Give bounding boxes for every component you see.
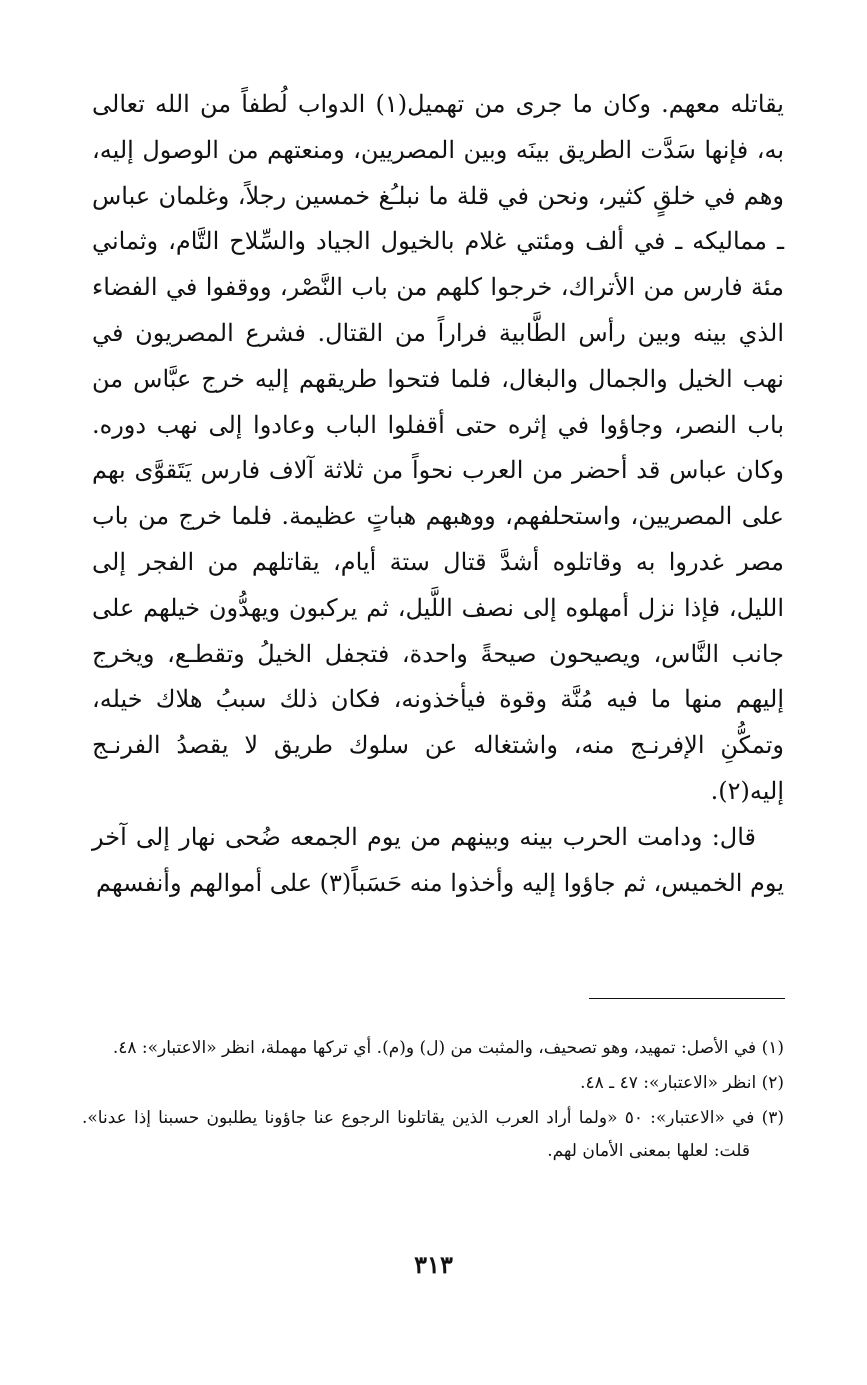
footnotes: [82, 1032, 784, 1170]
footnote: (٣) في «الاعتبار»: ٥٠ «ولما أراد العرب الذين يقاتلونا الرجوع عنا جاؤونا يطلبون حسبنا إذا عدنا». قلت: لعلها بمعنى الأمان لهم.: [82, 1108, 784, 1161]
main-text: [92, 82, 784, 906]
footnote-separator: [589, 998, 785, 999]
footnote: (٢) انظر «الاعتبار»: ٤٧ ـ ٤٨.: [580, 1073, 784, 1093]
page-number: ٣١٣: [414, 1250, 453, 1279]
footnote: (١) في الأصل: تمهيد، وهو تصحيف، والمثبت من (ل) و(م). أي تركها مهملة، انظر «الاعتبار»: ٤٨.: [112, 1038, 784, 1058]
paragraph: يقاتله معهم. وكان ما جرى من تهميل(١) الدواب لُطفاً من الله تعالى به، فإنها سَدَّت الطريق بينَه وبين المصريين، ومنعتهم من الوصول إليه، وهم في خلقٍ كثير، ونحن في قلة ما نبلـُغ خمسين رجلاً، وغلمان عباس ـ مماليكه ـ في ألف ومئتي غلام بالخيول الجياد والسِّلاح التَّام، وثماني مئة فارس من الأتراك، خرجوا كلهم من باب النَّصْر، ووقفوا في الفضاء الذي بينه وبين رأس الطَّابية فراراً من القتال. فشرع المصريون في نهب الخيل والجمال والبغال، فلما فتحوا طريقهم إليه خرج عبَّاس من باب النصر، وجاؤوا في إثره حتى أقفلوا الباب وعادوا إلى نهب دوره. وكان عباس قد أحضر من العرب نحواً من ثلاثة آلاف فارس يَتَقوَّى بهم على المصريين، واستحلفهم، ووهبهم هباتٍ عظيمة. فلما خرج من باب مصر غدروا به وقاتلوه أشدَّ قتال ستة أيام، يقاتلهم من الفجر إلى الليل، فإذا نزل أمهلوه إلى نصف اللَّيل، ثم يركبون ويهدُّون خيلهم على جانب النَّاس، ويصيحون صيحةً واحدة، فتجفل الخيلُ وتقطـع، ويخرج إليهم منها ما فيه مُنَّة وقوة فيأخذونه، فكان ذلك سببُ هلاك خيله، وتمكُّنِ الإفرنـج منه، واشتغاله عن سلوك طريق لا يقصدُ الفرنـج إليه(٢).: [92, 90, 784, 805]
paragraph: قال: ودامت الحرب بينه وبينهم من يوم الجمعه ضُحى نهار إلى آخر يوم الخميس، ثم جاؤوا إليه وأخذوا منه حَسَباً(٣) على أموالهم وأنفسهم: [92, 822, 784, 897]
